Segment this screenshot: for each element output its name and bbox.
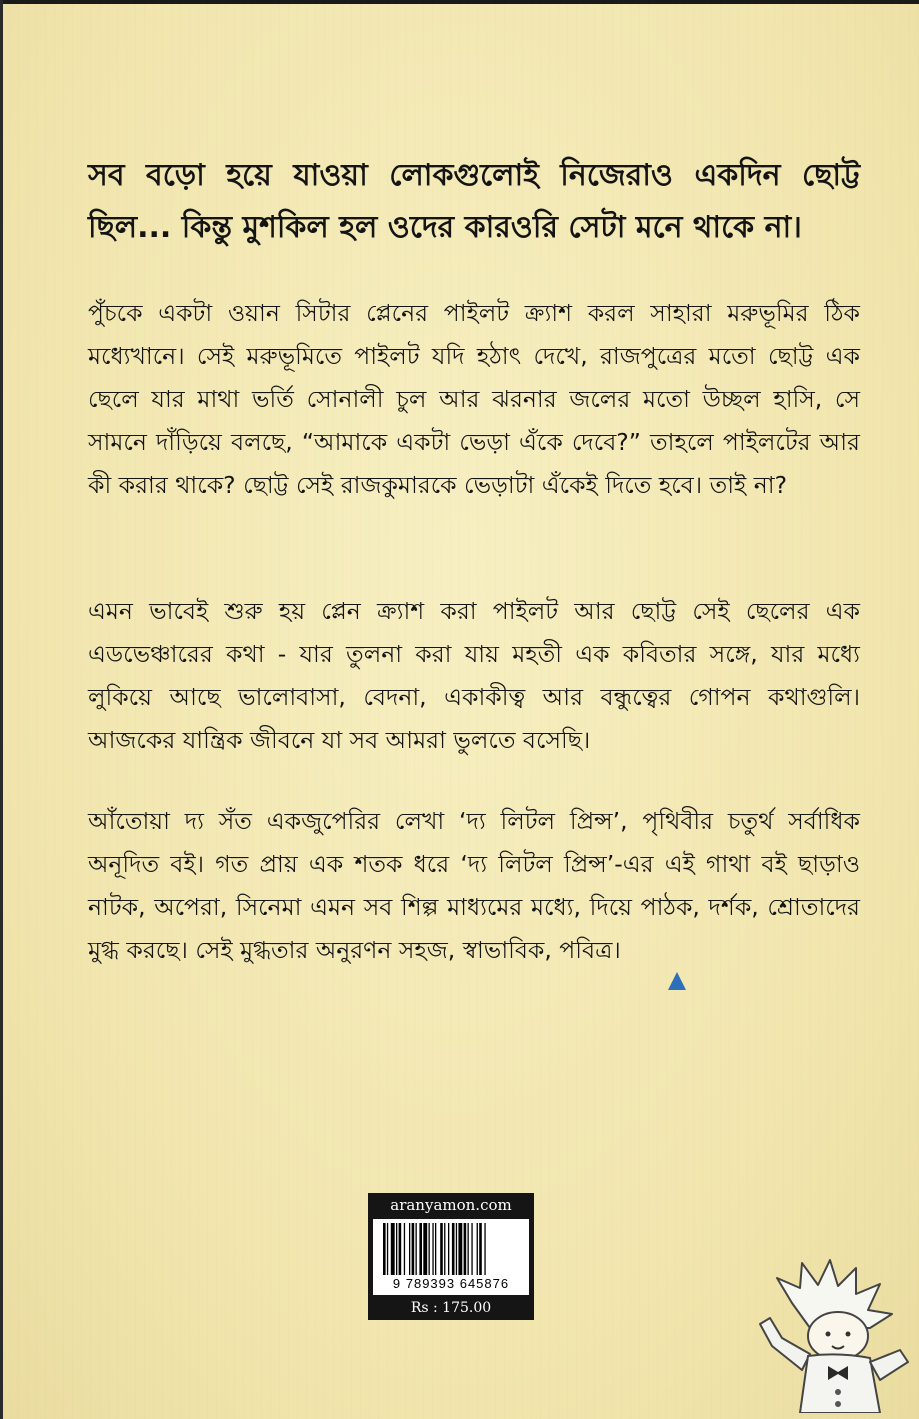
barcode-bar: [404, 1223, 405, 1275]
barcode-bar: [412, 1223, 415, 1275]
publisher-website: aranyamon.com: [390, 1196, 512, 1214]
barcode-bar: [391, 1223, 395, 1275]
barcode-bar: [484, 1223, 485, 1275]
barcode-bar: [477, 1223, 478, 1275]
barcode-bar: [396, 1223, 397, 1275]
blurb-paragraph-1: পুঁচকে একটা ওয়ান সিটার প্লেনের পাইলট ক্র্যাশ করল সাহারা মরুভূমির ঠিক মধ্যেখানে। সেই মরুভূমিতে পাইলট যদি হঠাৎ দেখে, রাজপুত্রের মতো ছোট্ট এক ছেলে যার মাথা ভর্তি সোনালী চুল আর ঝরনার জলের মতো উচ্ছল হাসি, সে সামনে দাঁড়িয়ে বলছে, “আমাকে একটা ভেড়া এঁকে দেবে?” তাহলে পাইলটের আর কী করার থাকে? ছোট্ট সেই রাজকুমারকে ভেড়াটা এঁকেই দিতে হবে। তাই না?: [88, 299, 860, 499]
scan-edge-top: [0, 0, 919, 4]
barcode-bar: [464, 1223, 467, 1275]
scan-edge-left: [0, 0, 3, 1419]
barcode-bar: [456, 1223, 457, 1275]
barcode-bar: [444, 1223, 445, 1275]
barcode-bar: [468, 1223, 469, 1275]
barcode-bar: [399, 1223, 402, 1275]
barcode-bar: [452, 1223, 455, 1275]
barcode-bar: [471, 1223, 472, 1275]
barcode-area: [373, 1219, 529, 1295]
cover-tagline: সব বড়ো হয়ে যাওয়া লোকগুলোই নিজেরাও একদিন ছোট্ট ছিল... কিন্তু মুশকিল হল ওদের কারওরি সেটা মনে থাকে না।: [88, 158, 860, 245]
barcode-bar: [432, 1223, 433, 1275]
blurb-paragraph-3: আঁতোয়া দ্য সঁত একজুপেরির লেখা ‘দ্য লিটল প্রিন্স’, পৃথিবীর চতুর্থ সর্বাধিক অনূদিত বই। গত প্রায় এক শতক ধরে ‘দ্য লিটল প্রিন্স’-এর এই গাথা বই ছাড়াও নাটক, অপেরা, সিনেমা এমন সব শিল্প মাধ্যমের মধ্যে, দিয়ে পাঠক, দর্শক, শ্রোতাদের মুগ্ধ করছে। সেই মুগ্ধতার অনুরণন সহজ, স্বাভাবিক, পবিত্র।: [88, 807, 860, 964]
barcode-bar: [448, 1223, 449, 1275]
barcode-bar: [419, 1223, 422, 1275]
barcode-bar: [458, 1223, 462, 1275]
barcode-bar: [423, 1223, 427, 1275]
blurb-paragraph-2: এমন ভাবেই শুরু হয় প্লেন ক্র্যাশ করা পাইলট আর ছোট্ট সেই ছেলের এক এডভেঞ্চারের কথা - যার তুলনা করা যায় মহতী এক কবিতার সঙ্গে, যার মধ্যে লুকিয়ে আছে ভালোবাসা, বেদনা, একাকীত্ব আর বন্ধুত্বের গোপন কথাগুলি। আজকের যান্ত্রিক জীবনে যা সব আমরা ভুলতে বসেছি।: [88, 597, 860, 754]
barcode-bar: [416, 1223, 417, 1275]
barcode-bar: [429, 1223, 430, 1275]
barcode-bar: [387, 1223, 388, 1275]
blue-triangle-mark-icon: [668, 972, 686, 990]
isbn-digits: 9 789393 645876: [392, 1276, 510, 1291]
book-price: Rs : 175.00: [410, 1300, 492, 1316]
barcode-bar: [435, 1223, 436, 1275]
barcode-bar: [479, 1223, 482, 1275]
barcode-panel: [368, 1193, 534, 1320]
barcode-bars: [383, 1223, 519, 1275]
barcode-bar: [440, 1223, 443, 1275]
barcode-bar: [409, 1223, 410, 1275]
barcode-bar: [383, 1223, 386, 1275]
little-prince-figure-icon: [752, 1258, 912, 1413]
